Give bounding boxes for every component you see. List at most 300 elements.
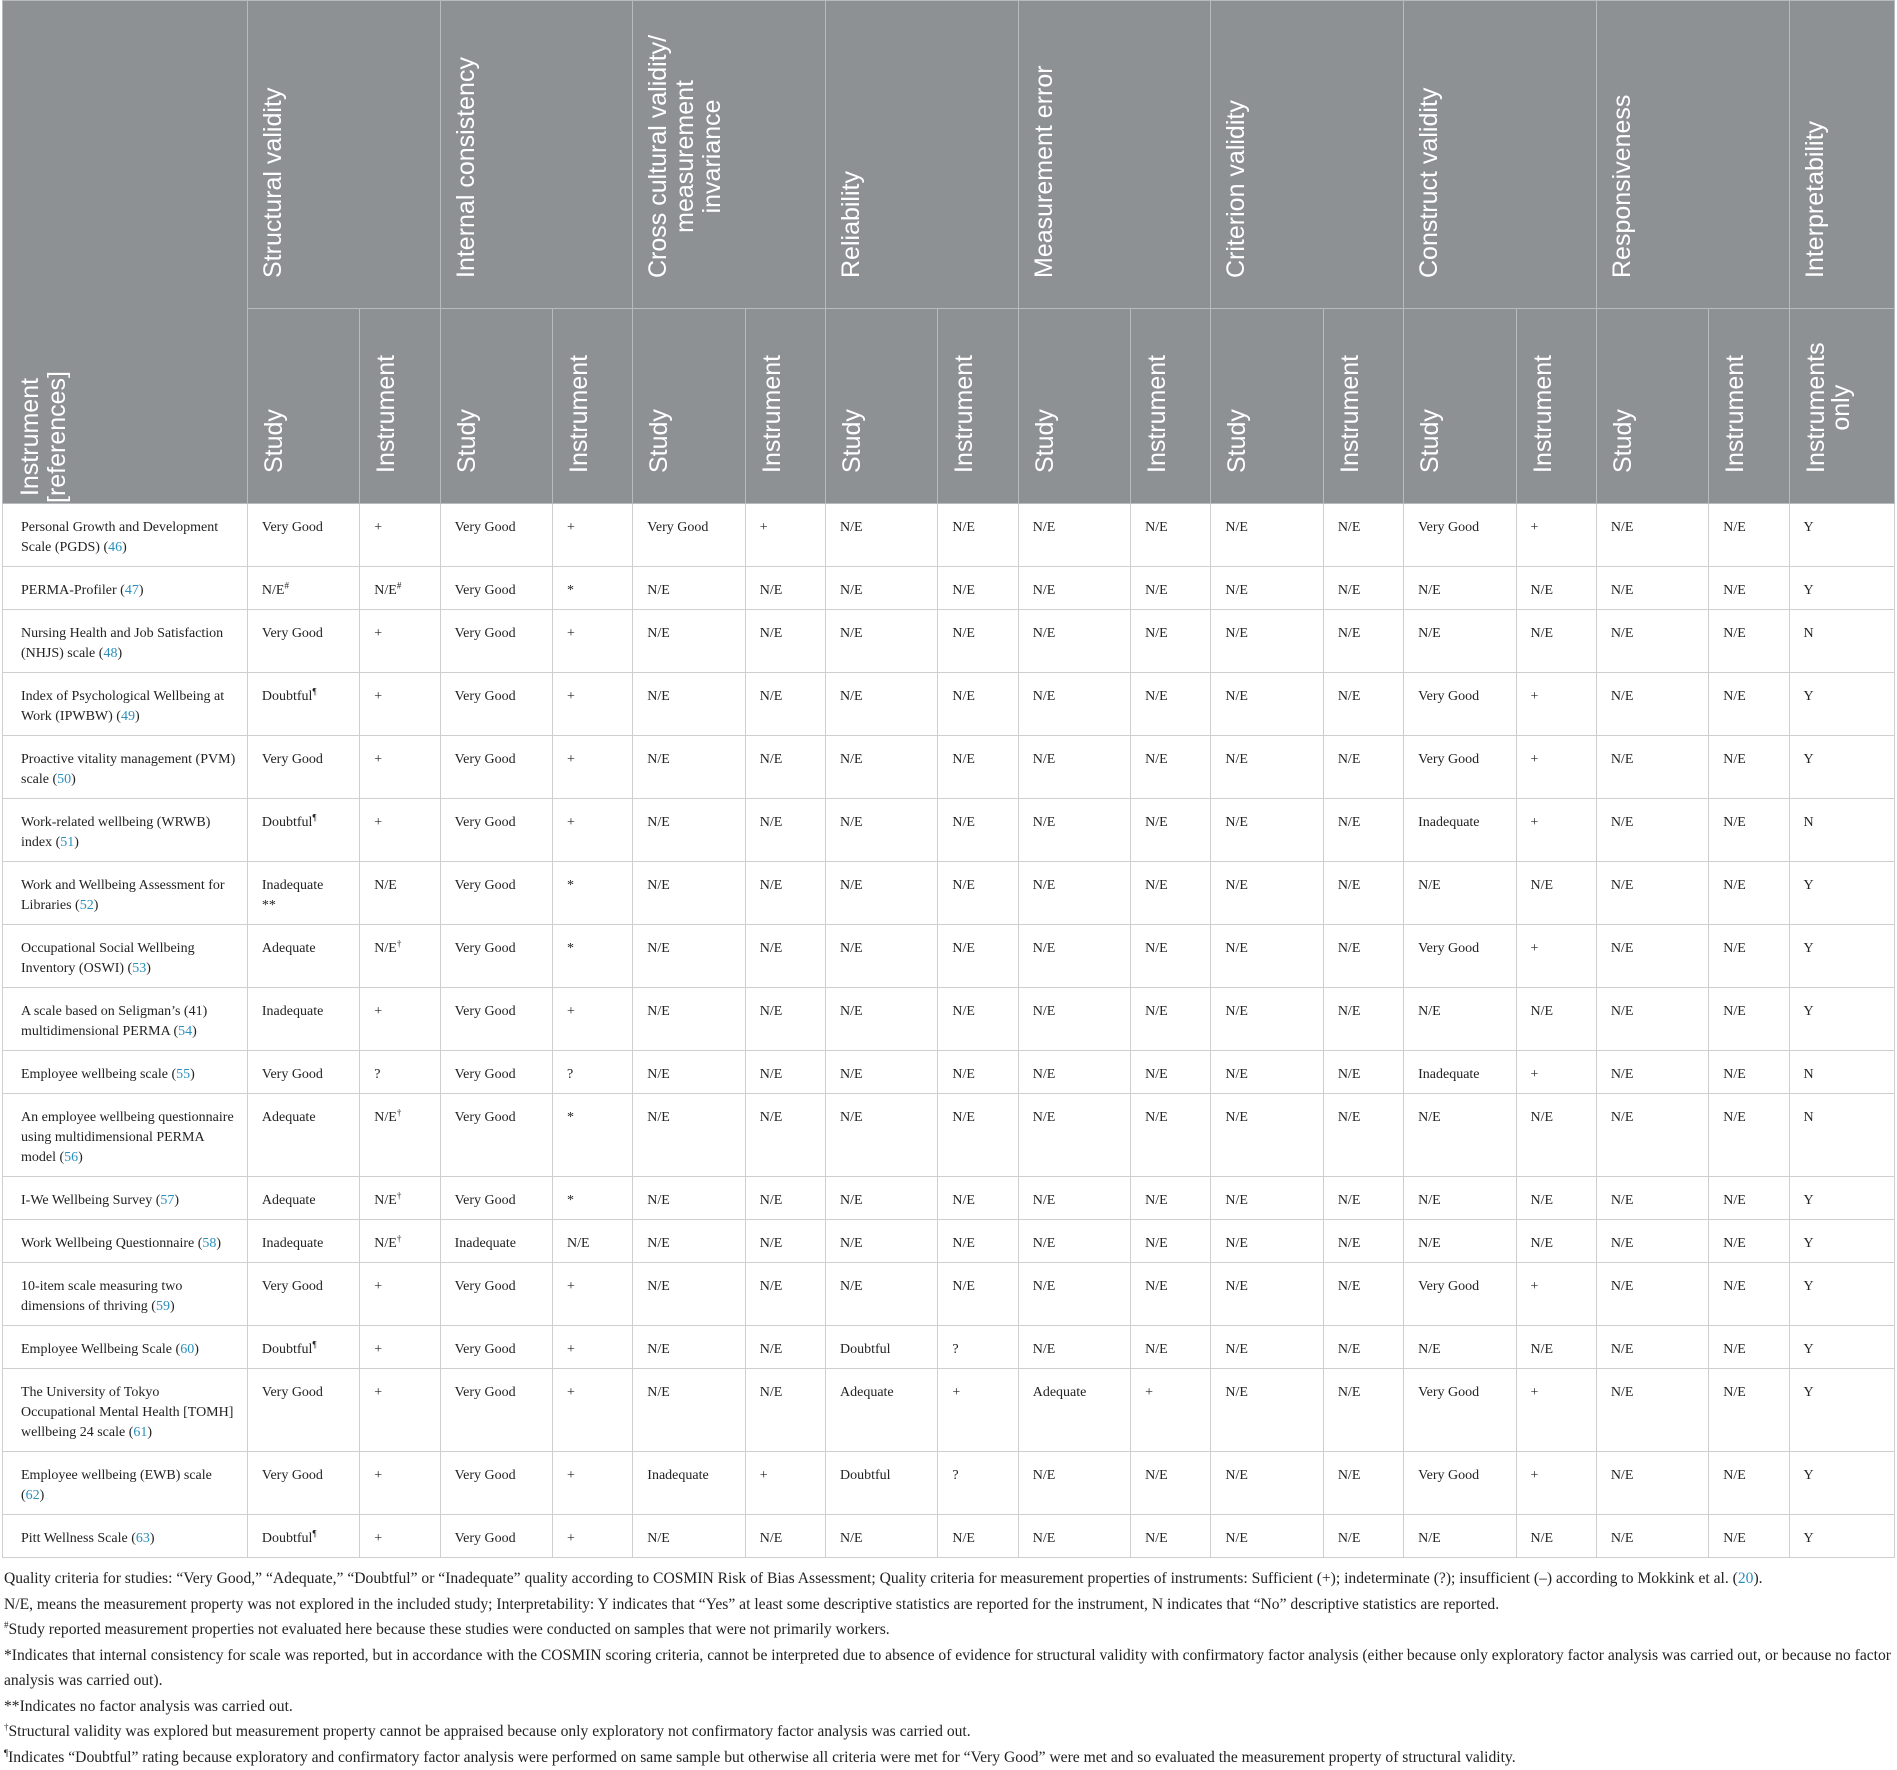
rating-cell: + xyxy=(1516,504,1596,567)
reference-link[interactable]: 51 xyxy=(60,835,74,850)
rating-cell: N/E xyxy=(1211,1263,1323,1326)
rating-cell: Adequate xyxy=(247,1177,359,1220)
reference-link[interactable]: 58 xyxy=(202,1236,216,1251)
rating-cell: N/E xyxy=(1018,862,1130,925)
rating-cell: N/E xyxy=(1516,862,1596,925)
reference-link[interactable]: 46 xyxy=(108,540,122,555)
rating-cell: N/E xyxy=(633,736,745,799)
rating-cell: Very Good xyxy=(440,1369,552,1452)
rating-cell: N/E xyxy=(1131,504,1211,567)
rating-cell: Doubtful xyxy=(826,1452,938,1515)
instrument-name: Employee wellbeing (EWB) scale xyxy=(21,1468,212,1483)
rating-cell: + xyxy=(360,504,440,567)
reference-link[interactable]: 54 xyxy=(178,1024,192,1039)
rating-cell: N/E xyxy=(1018,1326,1130,1369)
rating-cell: N/E xyxy=(1211,1051,1323,1094)
rating-cell: N/E xyxy=(1211,610,1323,673)
rating-cell: Very Good xyxy=(440,673,552,736)
column-group-header xyxy=(826,1,1019,309)
rating-cell: N/E xyxy=(938,988,1018,1051)
rating-cell: N/E xyxy=(1404,610,1516,673)
table-row xyxy=(3,1515,1895,1558)
rating-cell: + xyxy=(1516,1051,1596,1094)
rating-cell: N/E xyxy=(1018,1263,1130,1326)
column-subheader xyxy=(1323,309,1403,504)
instrument-cell: Employee Wellbeing Scale (60) xyxy=(3,1326,248,1369)
rating-cell: N/E xyxy=(1404,1094,1516,1177)
instrument-cell: Proactive vitality management (PVM) scale (50) xyxy=(3,736,248,799)
rating-cell: Very Good xyxy=(440,1177,552,1220)
header-row-sub xyxy=(3,309,1895,504)
rating-cell: Very Good xyxy=(1404,673,1516,736)
reference-link[interactable]: 59 xyxy=(156,1299,170,1314)
rating-cell: + xyxy=(745,1452,825,1515)
rating-cell: N/E† xyxy=(360,1177,440,1220)
instrument-name: Employee wellbeing scale xyxy=(21,1067,168,1082)
rating-cell: N/E xyxy=(1211,1515,1323,1558)
footnote: †Structural validity was explored but measurement property cannot be appraised because only exploratory not confirmatory factor analysis was carried out. xyxy=(4,1719,1893,1745)
rating-cell: N/E xyxy=(553,1220,633,1263)
subheader-line: Instrument xyxy=(1338,355,1363,473)
column-subheader-label xyxy=(952,355,977,473)
rating-cell: N/E xyxy=(1709,925,1789,988)
reference-link[interactable]: 56 xyxy=(64,1150,78,1165)
column-subheader xyxy=(1404,309,1516,504)
rating-cell: N/E xyxy=(1018,988,1130,1051)
rating-cell: Inadequate xyxy=(247,1220,359,1263)
header-label-line: Structural validity xyxy=(260,88,287,278)
rating-cell: N/E xyxy=(1131,610,1211,673)
rating-cell: N/E# xyxy=(360,567,440,610)
rating-cell: N/E xyxy=(1323,925,1403,988)
rating-cell: N/E xyxy=(1131,673,1211,736)
rating-cell: N/E xyxy=(633,673,745,736)
rating-cell: N/E xyxy=(826,1177,938,1220)
rating-cell: + xyxy=(1516,925,1596,988)
footnote: #Study reported measurement properties not evaluated here because these studies were conducted on samples that were not primarily workers. xyxy=(4,1617,1893,1643)
rating-cell: N/E xyxy=(633,799,745,862)
column-group-label xyxy=(1223,100,1250,278)
rating-cell: N/E xyxy=(826,1094,938,1177)
rating-cell: N/E xyxy=(826,1515,938,1558)
column-subheader-label xyxy=(1723,355,1748,473)
rating-cell: N/E xyxy=(1709,799,1789,862)
rating-cell: N/E xyxy=(938,1094,1018,1177)
table-footnotes xyxy=(4,1566,1893,1770)
rating-cell: N/E xyxy=(938,799,1018,862)
reference-link[interactable]: 62 xyxy=(26,1488,40,1503)
instrument-cell: A scale based on Seligman’s (41) multidimensional PERMA (54) xyxy=(3,988,248,1051)
rating-cell: N/E xyxy=(745,1326,825,1369)
rating-cell: N/E xyxy=(1131,736,1211,799)
rating-cell: N/E xyxy=(633,567,745,610)
rating-cell: N/E xyxy=(745,567,825,610)
rating-cell: N/E xyxy=(745,1515,825,1558)
rating-cell: Very Good xyxy=(247,1051,359,1094)
rating-cell: Y xyxy=(1789,673,1894,736)
column-subheader-label xyxy=(1145,355,1170,473)
instrument-name: PERMA-Profiler xyxy=(21,583,117,598)
rating-cell: * xyxy=(553,1094,633,1177)
rating-cell: N/E xyxy=(1596,1326,1708,1369)
rating-cell: N/E xyxy=(1211,567,1323,610)
rating-cell: Very Good xyxy=(247,504,359,567)
column-subheader xyxy=(1709,309,1789,504)
rating-cell: N/E xyxy=(360,862,440,925)
rating-cell: N/E xyxy=(1018,1177,1130,1220)
rating-cell: Doubtful¶ xyxy=(247,799,359,862)
rating-cell: N/E xyxy=(1018,1220,1130,1263)
reference-link[interactable]: 55 xyxy=(176,1067,190,1082)
rating-cell: Very Good xyxy=(440,1094,552,1177)
rating-cell: N/E xyxy=(826,1051,938,1094)
rating-cell: N/E xyxy=(1323,1263,1403,1326)
rating-cell: * xyxy=(553,567,633,610)
rating-cell: N/E xyxy=(1131,799,1211,862)
rating-cell: N/E xyxy=(1131,1220,1211,1263)
instrument-cell: The University of Tokyo Occupational Mental Health [TOMH] wellbeing 24 scale (61) xyxy=(3,1369,248,1452)
rating-cell: + xyxy=(553,504,633,567)
column-group-header xyxy=(1018,1,1211,309)
rating-cell: + xyxy=(553,988,633,1051)
instrument-name: Pitt Wellness Scale xyxy=(21,1531,128,1546)
header-label-line: Measurement error xyxy=(1031,65,1058,278)
rating-cell: ? xyxy=(553,1051,633,1094)
table-row xyxy=(3,1326,1895,1369)
column-group-label xyxy=(1802,121,1829,278)
instrument-cell: Employee wellbeing (EWB) scale (62) xyxy=(3,1452,248,1515)
rating-cell: + xyxy=(360,1515,440,1558)
table-row xyxy=(3,504,1895,567)
rating-cell: N/E xyxy=(745,988,825,1051)
rating-cell: N/E xyxy=(1323,1177,1403,1220)
rating-cell: N/E xyxy=(1596,925,1708,988)
rating-cell: N/E xyxy=(633,1326,745,1369)
rating-cell: N/E xyxy=(1018,504,1130,567)
reference-link[interactable]: 57 xyxy=(160,1193,174,1208)
rating-cell: Very Good xyxy=(440,925,552,988)
rating-cell: Doubtful¶ xyxy=(247,1515,359,1558)
column-subheader xyxy=(745,309,825,504)
rating-cell: Y xyxy=(1789,736,1894,799)
instrument-name: The University of Tokyo Occupational Mental Health [TOMH] wellbeing 24 scale xyxy=(21,1385,233,1440)
rating-cell: N/E xyxy=(938,736,1018,799)
rating-cell: N/E xyxy=(1018,673,1130,736)
rating-cell: N/E xyxy=(1709,1263,1789,1326)
rating-cell: N/E xyxy=(1131,1051,1211,1094)
rating-cell: N/E xyxy=(826,567,938,610)
rating-cell: Adequate xyxy=(247,925,359,988)
rating-cell: N xyxy=(1789,799,1894,862)
rating-cell: Very Good xyxy=(1404,1263,1516,1326)
table-row xyxy=(3,1177,1895,1220)
rating-cell: + xyxy=(360,1369,440,1452)
instrument-cell: Index of Psychological Wellbeing at Work (IPWBW) (49) xyxy=(3,673,248,736)
rating-cell: N/E† xyxy=(360,1220,440,1263)
reference-link[interactable]: 48 xyxy=(103,646,117,661)
column-subheader xyxy=(553,309,633,504)
rating-cell: Y xyxy=(1789,1515,1894,1558)
measurement-properties-table xyxy=(2,0,1895,1558)
column-group-header xyxy=(633,1,826,309)
reference-link[interactable]: 60 xyxy=(180,1342,194,1357)
rating-cell: N/E xyxy=(1709,1515,1789,1558)
column-subheader xyxy=(247,309,359,504)
rating-cell: N/E xyxy=(1709,1051,1789,1094)
rating-cell: Very Good xyxy=(247,1263,359,1326)
rating-cell: N/E xyxy=(1709,1177,1789,1220)
rating-cell: * xyxy=(553,925,633,988)
rating-cell: Very Good xyxy=(1404,1452,1516,1515)
rating-cell: N xyxy=(1789,610,1894,673)
rating-cell: N/E xyxy=(1516,1515,1596,1558)
reference-link[interactable]: 53 xyxy=(132,961,146,976)
rating-cell: Very Good xyxy=(440,1326,552,1369)
header-label-line: Instrument xyxy=(17,371,44,503)
rating-cell: + xyxy=(553,1263,633,1326)
rating-cell: Adequate xyxy=(826,1369,938,1452)
rating-cell: N/E xyxy=(826,925,938,988)
subheader-line: Study xyxy=(262,409,287,473)
instrument-name: Personal Growth and Development Scale (PGDS) xyxy=(21,520,218,555)
rating-cell: N/E xyxy=(826,736,938,799)
rating-cell: N xyxy=(1789,1094,1894,1177)
rating-cell: N/E xyxy=(1211,1369,1323,1452)
rating-cell: Y xyxy=(1789,567,1894,610)
rating-cell: N/E xyxy=(745,1177,825,1220)
rating-cell: N/E xyxy=(1404,567,1516,610)
rating-cell: Y xyxy=(1789,1326,1894,1369)
header-label-line: Cross cultural validity/ xyxy=(645,35,672,278)
rating-cell: N/E xyxy=(1211,736,1323,799)
rating-cell: N/E xyxy=(1596,862,1708,925)
rating-cell: N/E xyxy=(745,799,825,862)
subheader-line: Instrument xyxy=(760,355,785,473)
rating-cell: N/E xyxy=(745,925,825,988)
rating-cell: N/E xyxy=(1131,1263,1211,1326)
rating-cell: N/E xyxy=(1516,567,1596,610)
rating-cell: Very Good xyxy=(440,862,552,925)
column-subheader-label xyxy=(760,355,785,473)
instrument-cell: Nursing Health and Job Satisfaction (NHJS) scale (48) xyxy=(3,610,248,673)
rating-cell: N/E xyxy=(745,1369,825,1452)
rating-cell: N/E xyxy=(633,1094,745,1177)
rating-cell: Very Good xyxy=(1404,504,1516,567)
rating-cell: N/E xyxy=(938,673,1018,736)
instrument-cell: I-We Wellbeing Survey (57) xyxy=(3,1177,248,1220)
rating-cell: N/E xyxy=(1131,862,1211,925)
instrument-name: An employee wellbeing questionnaire using multidimensional PERMA model xyxy=(21,1110,234,1165)
rating-cell: N/E xyxy=(1131,1452,1211,1515)
header-label-line: [references] xyxy=(44,371,71,503)
rating-cell: Very Good xyxy=(247,736,359,799)
reference-link[interactable]: 61 xyxy=(133,1425,147,1440)
table-row xyxy=(3,673,1895,736)
rating-cell: N/E xyxy=(826,504,938,567)
column-group-header xyxy=(440,1,633,309)
rating-cell: N/E xyxy=(1709,736,1789,799)
rating-cell: Y xyxy=(1789,925,1894,988)
rating-cell: + xyxy=(745,504,825,567)
instrument-name: Nursing Health and Job Satisfaction (NHJS) scale xyxy=(21,626,223,661)
column-group-label xyxy=(645,35,726,278)
rating-cell: N/E xyxy=(1709,1220,1789,1263)
rating-cell: N/E xyxy=(1709,1094,1789,1177)
rating-cell: N/E xyxy=(1018,925,1130,988)
table-row xyxy=(3,567,1895,610)
rating-cell: N/E xyxy=(745,610,825,673)
subheader-line: Instruments xyxy=(1804,342,1829,473)
rating-cell: N/E xyxy=(826,988,938,1051)
table-row xyxy=(3,862,1895,925)
instrument-name: 10-item scale measuring two dimensions of thriving xyxy=(21,1279,182,1314)
rating-cell: N/E xyxy=(938,1515,1018,1558)
rating-cell: Y xyxy=(1789,504,1894,567)
rating-cell: N/E xyxy=(1131,925,1211,988)
rating-cell: N/E xyxy=(1404,1220,1516,1263)
rating-cell: N/E xyxy=(938,1051,1018,1094)
rating-cell: N/E xyxy=(633,1177,745,1220)
rating-cell: Very Good xyxy=(247,610,359,673)
rating-cell: Inadequate ** xyxy=(247,862,359,925)
header-label-line: Internal consistency xyxy=(453,57,480,278)
rating-cell: + xyxy=(360,736,440,799)
rating-cell: N/E xyxy=(826,1220,938,1263)
rating-cell: N/E xyxy=(1018,610,1130,673)
rating-cell: + xyxy=(360,610,440,673)
rating-cell: Very Good xyxy=(1404,1369,1516,1452)
instrument-cell: Occupational Social Wellbeing Inventory (OSWI) (53) xyxy=(3,925,248,988)
rating-cell: N/E xyxy=(1596,799,1708,862)
column-subheader-label xyxy=(455,409,480,473)
column-subheader-label xyxy=(647,409,672,473)
rating-cell: N/E xyxy=(1596,1452,1708,1515)
rating-cell: Adequate xyxy=(1018,1369,1130,1452)
rating-cell: N/E xyxy=(1516,1326,1596,1369)
header-row-groups xyxy=(3,1,1895,309)
instrument-cell: PERMA-Profiler (47) xyxy=(3,567,248,610)
rating-cell: N/E xyxy=(1323,1094,1403,1177)
rating-cell: N/E† xyxy=(360,925,440,988)
rating-cell: N/E xyxy=(938,610,1018,673)
rating-cell: N/E xyxy=(1404,862,1516,925)
rating-cell: + xyxy=(1516,1369,1596,1452)
rating-cell: N/E xyxy=(1211,862,1323,925)
rating-cell: ? xyxy=(938,1452,1018,1515)
rating-cell: N/E xyxy=(1323,1220,1403,1263)
rating-cell: N/E xyxy=(1018,736,1130,799)
reference-link[interactable]: 50 xyxy=(57,772,71,787)
instrument-name: I-We Wellbeing Survey xyxy=(21,1193,152,1208)
rating-cell: N/E xyxy=(1404,1177,1516,1220)
rating-cell: N/E xyxy=(1404,988,1516,1051)
table-body xyxy=(3,504,1895,1558)
rating-cell: N/E xyxy=(1516,988,1596,1051)
rating-cell: N/E xyxy=(1596,1177,1708,1220)
column-group-header xyxy=(1404,1,1597,309)
rating-cell: + xyxy=(360,799,440,862)
rating-cell: N/E xyxy=(1596,1220,1708,1263)
rating-cell: N/E xyxy=(745,1220,825,1263)
rating-cell: N/E xyxy=(1404,1515,1516,1558)
rating-cell: N/E xyxy=(1709,504,1789,567)
column-subheader xyxy=(633,309,745,504)
table-header xyxy=(3,1,1895,504)
rating-cell: Doubtful xyxy=(826,1326,938,1369)
reference-link[interactable]: 47 xyxy=(125,583,139,598)
header-label-line: measurement xyxy=(672,35,699,278)
column-subheader xyxy=(1789,309,1894,504)
column-group-label xyxy=(260,88,287,278)
column-subheader-label xyxy=(840,409,865,473)
table-row xyxy=(3,1369,1895,1452)
rating-cell: N/E xyxy=(1323,1515,1403,1558)
rating-cell: Inadequate xyxy=(1404,1051,1516,1094)
header-label-line: Reliability xyxy=(838,171,865,278)
rating-cell: N/E xyxy=(1131,1515,1211,1558)
rating-cell: N/E xyxy=(826,799,938,862)
rating-cell: N/E xyxy=(1131,1326,1211,1369)
rating-cell: N/E xyxy=(1131,1177,1211,1220)
rating-cell: + xyxy=(360,1263,440,1326)
rating-cell: N/E xyxy=(633,862,745,925)
reference-link[interactable]: 63 xyxy=(136,1531,150,1546)
rating-cell: N/E xyxy=(938,567,1018,610)
instrument-name: Employee Wellbeing Scale xyxy=(21,1342,172,1357)
instrument-cell: Work-related wellbeing (WRWB) index (51) xyxy=(3,799,248,862)
rating-cell: N/E xyxy=(1211,673,1323,736)
rating-cell: Inadequate xyxy=(247,988,359,1051)
rating-cell: N/E xyxy=(745,1051,825,1094)
rating-cell: Very Good xyxy=(440,736,552,799)
rating-cell: + xyxy=(553,1369,633,1452)
table-row xyxy=(3,988,1895,1051)
rating-cell: ? xyxy=(938,1326,1018,1369)
instrument-cell: Work and Wellbeing Assessment for Libraries (52) xyxy=(3,862,248,925)
rating-cell: N xyxy=(1789,1051,1894,1094)
column-group-label xyxy=(453,57,480,278)
rating-cell: Very Good xyxy=(1404,736,1516,799)
rating-cell: + xyxy=(553,610,633,673)
column-subheader-label xyxy=(374,355,399,473)
rating-cell: N/E xyxy=(1323,610,1403,673)
table-row xyxy=(3,925,1895,988)
rating-cell: N/E xyxy=(1596,1263,1708,1326)
subheader-line: Study xyxy=(455,409,480,473)
footnote: N/E, means the measurement property was not explored in the included study; Interpretability: Y indicates that “Yes” at least some descriptive statistics are reported for the instrument, N indicates that “No” descriptive statistics are reported. xyxy=(4,1592,1893,1618)
rating-cell: N/E xyxy=(1211,1094,1323,1177)
reference-link[interactable]: 20 xyxy=(1738,1570,1754,1587)
rating-cell: N/E xyxy=(1596,673,1708,736)
column-subheader xyxy=(1596,309,1708,504)
rating-cell: N/E xyxy=(1596,567,1708,610)
subheader-line: Instrument xyxy=(374,355,399,473)
rating-cell: + xyxy=(360,1452,440,1515)
rating-cell: N/E xyxy=(1211,925,1323,988)
header-label-line: Responsiveness xyxy=(1609,95,1636,278)
rating-cell: N/E xyxy=(938,862,1018,925)
rating-cell: N/E xyxy=(1404,1326,1516,1369)
subheader-line: Study xyxy=(1611,409,1636,473)
reference-link[interactable]: 49 xyxy=(121,709,135,724)
reference-link[interactable]: 52 xyxy=(80,898,94,913)
column-subheader xyxy=(1131,309,1211,504)
rating-cell: N/E xyxy=(1323,988,1403,1051)
rating-cell: N/E xyxy=(1516,1220,1596,1263)
footnote: *Indicates that internal consistency for scale was reported, but in accordance with the COSMIN scoring criteria, cannot be interpreted due to absence of evidence for structural validity with confirmatory factor analysis (either because only exploratory factor analysis was carried out, or because no factor analysis was carried out). xyxy=(4,1643,1893,1694)
rating-cell: N/E xyxy=(1709,567,1789,610)
instrument-name: A scale based on Seligman’s (41) multidimensional PERMA xyxy=(21,1004,207,1039)
